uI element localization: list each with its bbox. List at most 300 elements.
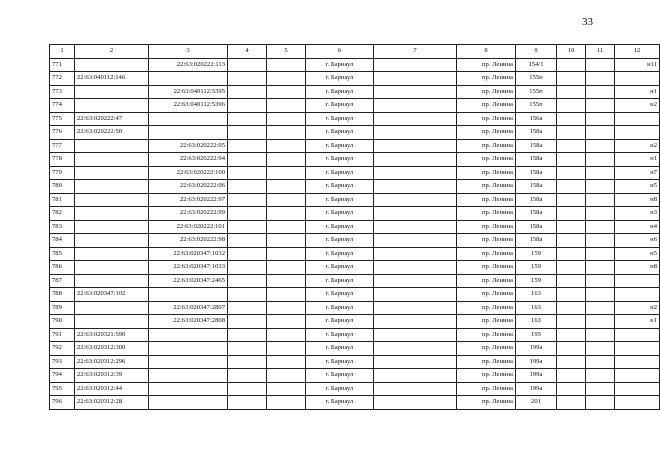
- table-row: [50, 247, 660, 261]
- table-cell: 156а: [516, 112, 557, 126]
- table-row: [50, 207, 660, 221]
- table-cell: [149, 72, 228, 86]
- table-cell: [75, 207, 149, 221]
- table-cell: [267, 288, 306, 302]
- table-cell: [586, 58, 615, 72]
- table-cell: 163: [516, 301, 557, 315]
- table-cell: 788: [50, 288, 75, 302]
- table-cell: [374, 355, 457, 369]
- table-row: [50, 99, 660, 113]
- table-cell: пр. Ленина: [457, 58, 516, 72]
- registry-table: [49, 44, 660, 410]
- column-header: 10: [557, 45, 586, 59]
- table-cell: 793: [50, 355, 75, 369]
- table-cell: [615, 382, 660, 396]
- table-cell: [267, 369, 306, 383]
- table-cell: пр. Ленина: [457, 288, 516, 302]
- table-cell: [374, 301, 457, 315]
- table-cell: г. Барнаул: [306, 153, 374, 167]
- table-cell: пр. Ленина: [457, 315, 516, 329]
- table-cell: 22:63:020312:28: [75, 396, 149, 410]
- table-cell: н1: [615, 85, 660, 99]
- table-cell: 792: [50, 342, 75, 356]
- table-cell: 22:63:020222:94: [149, 153, 228, 167]
- table-cell: 22:63:020222:97: [149, 193, 228, 207]
- table-cell: [557, 180, 586, 194]
- table-cell: [586, 342, 615, 356]
- table-cell: г. Барнаул: [306, 166, 374, 180]
- table-cell: [586, 247, 615, 261]
- table-row: [50, 112, 660, 126]
- table-cell: 775: [50, 112, 75, 126]
- table-cell: н1: [615, 153, 660, 167]
- table-cell: г. Барнаул: [306, 58, 374, 72]
- table-cell: [267, 193, 306, 207]
- column-header: 9: [516, 45, 557, 59]
- table-cell: пр. Ленина: [457, 139, 516, 153]
- table-cell: [374, 193, 457, 207]
- table-cell: [75, 180, 149, 194]
- table-cell: г. Барнаул: [306, 85, 374, 99]
- table-cell: н6: [615, 234, 660, 248]
- table-cell: [557, 315, 586, 329]
- table-cell: 785: [50, 247, 75, 261]
- table-cell: 796: [50, 396, 75, 410]
- table-cell: [586, 207, 615, 221]
- table-cell: [228, 166, 267, 180]
- table-cell: [149, 288, 228, 302]
- table-cell: [374, 85, 457, 99]
- table-cell: г. Барнаул: [306, 193, 374, 207]
- table-row: [50, 288, 660, 302]
- table-cell: [615, 355, 660, 369]
- table-cell: 780: [50, 180, 75, 194]
- table-cell: н2: [615, 301, 660, 315]
- table-cell: 159: [516, 247, 557, 261]
- table-cell: [267, 139, 306, 153]
- table-cell: [267, 126, 306, 140]
- table-row: [50, 301, 660, 315]
- table-cell: г. Барнаул: [306, 112, 374, 126]
- table-cell: 155п: [516, 99, 557, 113]
- table-row: [50, 180, 660, 194]
- table-cell: 772: [50, 72, 75, 86]
- table-cell: 776: [50, 126, 75, 140]
- table-cell: [374, 58, 457, 72]
- table-cell: [615, 328, 660, 342]
- table-cell: 22:63:020347:2465: [149, 274, 228, 288]
- table-cell: [586, 328, 615, 342]
- table-cell: [75, 166, 149, 180]
- table-cell: [228, 58, 267, 72]
- table-cell: н2: [615, 139, 660, 153]
- table-cell: н5: [615, 180, 660, 194]
- table-cell: [267, 166, 306, 180]
- table-cell: [149, 369, 228, 383]
- table-cell: [374, 153, 457, 167]
- table-cell: пр. Ленина: [457, 274, 516, 288]
- table-cell: 783: [50, 220, 75, 234]
- table-row: [50, 382, 660, 396]
- table-cell: [267, 355, 306, 369]
- table-cell: [615, 112, 660, 126]
- table-cell: [267, 207, 306, 221]
- table-cell: [557, 153, 586, 167]
- table-cell: [374, 288, 457, 302]
- table-cell: пр. Ленина: [457, 99, 516, 113]
- table-cell: [586, 85, 615, 99]
- table-cell: [267, 382, 306, 396]
- table-cell: [374, 396, 457, 410]
- table-cell: [228, 315, 267, 329]
- table-row: [50, 193, 660, 207]
- table-cell: [228, 274, 267, 288]
- table-cell: пр. Ленина: [457, 153, 516, 167]
- table-row: [50, 58, 660, 72]
- table-cell: [228, 85, 267, 99]
- table-cell: [267, 396, 306, 410]
- column-header: 11: [586, 45, 615, 59]
- table-cell: г. Барнаул: [306, 126, 374, 140]
- table-cell: [557, 207, 586, 221]
- table-cell: [228, 207, 267, 221]
- table-cell: [228, 301, 267, 315]
- table-row: [50, 153, 660, 167]
- table-cell: [267, 342, 306, 356]
- table-cell: [228, 328, 267, 342]
- table-cell: [374, 369, 457, 383]
- table-cell: 771: [50, 58, 75, 72]
- table-cell: г. Барнаул: [306, 247, 374, 261]
- table-cell: [374, 234, 457, 248]
- table-cell: [557, 274, 586, 288]
- table-cell: [586, 220, 615, 234]
- table-cell: 22:63:020222:96: [149, 180, 228, 194]
- table-cell: г. Барнаул: [306, 382, 374, 396]
- table-cell: [586, 369, 615, 383]
- table-cell: пр. Ленина: [457, 85, 516, 99]
- table-cell: [557, 369, 586, 383]
- table-cell: [228, 153, 267, 167]
- table-cell: г. Барнаул: [306, 261, 374, 275]
- table-cell: [586, 153, 615, 167]
- table-cell: 789: [50, 301, 75, 315]
- table-cell: [586, 396, 615, 410]
- table-cell: [557, 234, 586, 248]
- table-cell: [374, 72, 457, 86]
- table-cell: [228, 126, 267, 140]
- table-cell: 782: [50, 207, 75, 221]
- table-cell: 201: [516, 396, 557, 410]
- table-cell: 22:63:020222:95: [149, 139, 228, 153]
- table-header-row: [50, 45, 660, 59]
- table-cell: пр. Ленина: [457, 328, 516, 342]
- table-cell: [75, 247, 149, 261]
- table-cell: [228, 355, 267, 369]
- column-header: 1: [50, 45, 75, 59]
- table-cell: [557, 382, 586, 396]
- table-cell: г. Барнаул: [306, 355, 374, 369]
- table-cell: 158а: [516, 166, 557, 180]
- table-cell: [228, 112, 267, 126]
- table-cell: 22:63:020222:100: [149, 166, 228, 180]
- table-cell: пр. Ленина: [457, 247, 516, 261]
- table-cell: 22:63:020222:101: [149, 220, 228, 234]
- table-cell: [228, 220, 267, 234]
- table-cell: 158а: [516, 193, 557, 207]
- column-header: 7: [374, 45, 457, 59]
- table-cell: [75, 234, 149, 248]
- table-cell: [374, 247, 457, 261]
- table-cell: [374, 328, 457, 342]
- table-cell: 22:63:020222:98: [149, 234, 228, 248]
- table-cell: [75, 139, 149, 153]
- column-header: 4: [228, 45, 267, 59]
- table-cell: [149, 126, 228, 140]
- table-body: [50, 58, 660, 409]
- table-cell: 155п: [516, 72, 557, 86]
- table-cell: 199а: [516, 355, 557, 369]
- table-cell: [586, 274, 615, 288]
- table-cell: пр. Ленина: [457, 234, 516, 248]
- table-cell: 777: [50, 139, 75, 153]
- column-header: 3: [149, 45, 228, 59]
- table-row: [50, 85, 660, 99]
- table-cell: [557, 342, 586, 356]
- table-cell: 158а: [516, 207, 557, 221]
- table-cell: [75, 220, 149, 234]
- table-cell: 154/1: [516, 58, 557, 72]
- table-cell: 22:63:020222:50: [75, 126, 149, 140]
- table-cell: [557, 355, 586, 369]
- table-cell: [615, 288, 660, 302]
- table-cell: [228, 369, 267, 383]
- table-cell: пр. Ленина: [457, 382, 516, 396]
- table-cell: [557, 85, 586, 99]
- table-cell: г. Барнаул: [306, 369, 374, 383]
- table-cell: [615, 126, 660, 140]
- table-cell: [557, 112, 586, 126]
- table-cell: н11: [615, 58, 660, 72]
- table-cell: [586, 288, 615, 302]
- table-cell: [615, 72, 660, 86]
- table-cell: 159: [516, 261, 557, 275]
- table-cell: [75, 301, 149, 315]
- table-cell: [586, 355, 615, 369]
- table-cell: [374, 382, 457, 396]
- table-cell: 199а: [516, 369, 557, 383]
- table-cell: 794: [50, 369, 75, 383]
- table-cell: [586, 315, 615, 329]
- table-cell: 155п: [516, 85, 557, 99]
- table-cell: 22:63:020347:2808: [149, 315, 228, 329]
- table-cell: [557, 247, 586, 261]
- table-cell: [586, 234, 615, 248]
- table-cell: 778: [50, 153, 75, 167]
- table-cell: [557, 288, 586, 302]
- table-cell: 163: [516, 288, 557, 302]
- table-cell: г. Барнаул: [306, 234, 374, 248]
- table-cell: [149, 382, 228, 396]
- table-cell: [228, 247, 267, 261]
- table-cell: [586, 72, 615, 86]
- table-row: [50, 315, 660, 329]
- table-cell: г. Барнаул: [306, 180, 374, 194]
- table-cell: 158а: [516, 139, 557, 153]
- table-cell: г. Барнаул: [306, 139, 374, 153]
- table-cell: г. Барнаул: [306, 301, 374, 315]
- table-cell: [586, 126, 615, 140]
- table-cell: [228, 180, 267, 194]
- table-cell: [267, 234, 306, 248]
- table-cell: [557, 166, 586, 180]
- table-cell: [374, 315, 457, 329]
- table-cell: [374, 126, 457, 140]
- table-cell: пр. Ленина: [457, 180, 516, 194]
- table-cell: н8: [615, 193, 660, 207]
- table-cell: 158а: [516, 126, 557, 140]
- table-cell: н4: [615, 220, 660, 234]
- table-cell: [75, 193, 149, 207]
- table-cell: пр. Ленина: [457, 342, 516, 356]
- table-cell: [374, 166, 457, 180]
- table-cell: [557, 261, 586, 275]
- table-cell: [557, 193, 586, 207]
- table-cell: [228, 261, 267, 275]
- table-cell: [586, 301, 615, 315]
- table-cell: н2: [615, 99, 660, 113]
- table-cell: [149, 396, 228, 410]
- table-cell: [149, 328, 228, 342]
- table-cell: 22:63:020312:39: [75, 369, 149, 383]
- table-cell: г. Барнаул: [306, 207, 374, 221]
- table-cell: [374, 180, 457, 194]
- table-cell: пр. Ленина: [457, 396, 516, 410]
- table-cell: пр. Ленина: [457, 369, 516, 383]
- table-cell: н7: [615, 166, 660, 180]
- table-row: [50, 72, 660, 86]
- table-cell: 22:63:020347:102: [75, 288, 149, 302]
- table-row: [50, 355, 660, 369]
- table-cell: [557, 99, 586, 113]
- table-cell: 773: [50, 85, 75, 99]
- table-cell: [557, 220, 586, 234]
- table-cell: пр. Ленина: [457, 355, 516, 369]
- table-cell: [557, 328, 586, 342]
- table-cell: 195: [516, 328, 557, 342]
- table-cell: 158а: [516, 220, 557, 234]
- table-cell: н8: [615, 261, 660, 275]
- table-cell: [374, 112, 457, 126]
- table-cell: [267, 58, 306, 72]
- table-cell: 22:63:020222:113: [149, 58, 228, 72]
- table-cell: н5: [615, 247, 660, 261]
- table-cell: [228, 193, 267, 207]
- table-cell: 199а: [516, 342, 557, 356]
- table-cell: 22:63:020347:1033: [149, 261, 228, 275]
- table-cell: [267, 85, 306, 99]
- table-cell: г. Барнаул: [306, 72, 374, 86]
- table-cell: [267, 301, 306, 315]
- table-cell: [75, 153, 149, 167]
- table-row: [50, 126, 660, 140]
- table-cell: 795: [50, 382, 75, 396]
- table-cell: пр. Ленина: [457, 112, 516, 126]
- table-cell: [557, 396, 586, 410]
- table-cell: н1: [615, 315, 660, 329]
- table-cell: 163: [516, 315, 557, 329]
- table-cell: 790: [50, 315, 75, 329]
- table-row: [50, 220, 660, 234]
- table-cell: н3: [615, 207, 660, 221]
- table-cell: 22:63:020312:44: [75, 382, 149, 396]
- page-number: 33: [582, 16, 593, 28]
- table-cell: г. Барнаул: [306, 342, 374, 356]
- table-cell: [267, 220, 306, 234]
- table-cell: [228, 396, 267, 410]
- table-cell: пр. Ленина: [457, 166, 516, 180]
- table-cell: 781: [50, 193, 75, 207]
- table-cell: [228, 99, 267, 113]
- table-row: [50, 234, 660, 248]
- table-cell: [374, 207, 457, 221]
- table-cell: [267, 180, 306, 194]
- table-cell: [586, 261, 615, 275]
- table-cell: [374, 274, 457, 288]
- table-cell: [267, 72, 306, 86]
- table-cell: [149, 112, 228, 126]
- table-row: [50, 396, 660, 410]
- column-header: 8: [457, 45, 516, 59]
- table-cell: 779: [50, 166, 75, 180]
- table-cell: г. Барнаул: [306, 328, 374, 342]
- table-cell: 199а: [516, 382, 557, 396]
- table-cell: 22:63:020347:1032: [149, 247, 228, 261]
- table-cell: [75, 58, 149, 72]
- table-cell: 22:63:040112:146: [75, 72, 149, 86]
- table-cell: [374, 99, 457, 113]
- table-cell: пр. Ленина: [457, 72, 516, 86]
- table-cell: [149, 355, 228, 369]
- table-cell: [75, 99, 149, 113]
- table-row: [50, 328, 660, 342]
- column-header: 5: [267, 45, 306, 59]
- table-cell: пр. Ленина: [457, 261, 516, 275]
- table-cell: [557, 126, 586, 140]
- table-cell: [267, 99, 306, 113]
- table-cell: [586, 112, 615, 126]
- table-cell: 159: [516, 274, 557, 288]
- table-cell: [557, 58, 586, 72]
- table-cell: [149, 342, 228, 356]
- table-cell: г. Барнаул: [306, 288, 374, 302]
- table-cell: [586, 382, 615, 396]
- table-cell: [615, 369, 660, 383]
- table-cell: [75, 315, 149, 329]
- table-cell: [615, 396, 660, 410]
- table-cell: [374, 261, 457, 275]
- table-cell: [75, 85, 149, 99]
- table-cell: [586, 99, 615, 113]
- table-cell: 22:63:040112:5395: [149, 85, 228, 99]
- table-cell: 22:63:020222:47: [75, 112, 149, 126]
- table-cell: 786: [50, 261, 75, 275]
- table-cell: [267, 274, 306, 288]
- table-cell: 784: [50, 234, 75, 248]
- table-row: [50, 274, 660, 288]
- table-cell: [586, 139, 615, 153]
- table-cell: [228, 288, 267, 302]
